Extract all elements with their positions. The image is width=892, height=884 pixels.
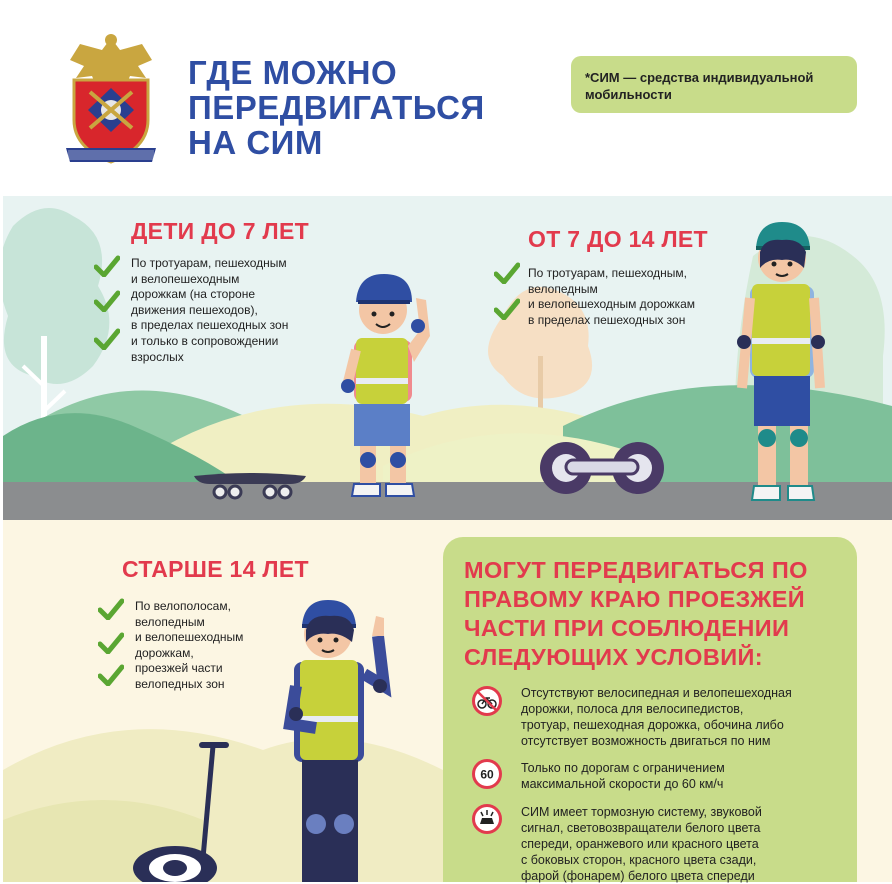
hoverboard-icon — [538, 440, 666, 496]
speed-limit-value: 60 — [480, 767, 494, 782]
checkmark-3-under-7 — [94, 328, 120, 355]
title-line-1: ГДЕ МОЖНО — [188, 54, 398, 91]
checkmark-1-7-to-14 — [494, 262, 520, 289]
condition-line: фарой (фонарем) белого цвета спереди — [521, 869, 755, 883]
no-bicycle-sign-icon — [472, 686, 502, 716]
rule-line: По тротуарам, пешеходным, — [528, 266, 687, 280]
rule-line: велопедным — [528, 281, 598, 296]
heading-over-14: СТАРШЕ 14 ЛЕТ — [122, 556, 309, 582]
gyroscooter-icon — [125, 738, 235, 882]
checkmark-2-over-14 — [98, 632, 124, 659]
check-icon — [494, 298, 520, 320]
rule-line: в пределах пешеходных зон — [528, 312, 686, 327]
rule-line: По тротуарам, пешеходным — [131, 256, 287, 270]
check-icon — [98, 632, 124, 654]
child-under-7-illustration — [336, 270, 436, 506]
conditions-heading-line: МОГУТ ПЕРЕДВИГАТЬСЯ ПО — [464, 557, 808, 583]
rule-line: дорожкам, — [135, 645, 194, 660]
check-icon — [98, 664, 124, 686]
condition-line: сигнал, световозвращатели белого цвета — [521, 821, 761, 835]
child-7-to-14-illustration — [730, 218, 830, 508]
conditions-heading-line: ЧАСТИ ПРИ СОБЛЮДЕНИИ — [464, 615, 790, 641]
teen-over-14-illustration — [280, 596, 400, 882]
police-emblem-icon — [62, 30, 160, 170]
conditions-heading — [464, 556, 808, 672]
condition-text-2 — [521, 760, 841, 792]
rule-line: велопедным — [135, 614, 205, 629]
note-text: *СИМ — средства индивидуальной мобильности — [585, 70, 814, 102]
rule-line: движения пешеходов), — [131, 302, 258, 317]
rule-line: дорожкам (на стороне — [131, 287, 256, 302]
condition-line: тротуар, пешеходная дорожка, обочина либо — [521, 718, 784, 732]
condition-line: с боковых сторон, красного цвета сзади, — [521, 853, 757, 867]
title-line-2: ПЕРЕДВИГАТЬСЯ — [188, 89, 485, 126]
check-icon — [94, 290, 120, 312]
condition-line: спереди, оранжевого или красного цвета — [521, 837, 759, 851]
rules-7-to-14 — [528, 266, 718, 328]
heading-under-7: ДЕТИ ДО 7 ЛЕТ — [131, 218, 309, 244]
check-icon — [94, 255, 120, 277]
rule-line: и велопешеходным — [135, 630, 244, 645]
conditions-heading-line: ПРАВОМУ КРАЮ ПРОЕЗЖЕЙ — [464, 586, 806, 612]
checkmark-2-under-7 — [94, 290, 120, 317]
heading-7-to-14: ОТ 7 ДО 14 ЛЕТ — [528, 226, 708, 252]
condition-line: Отсутствуют велосипедная и велопешеходная — [521, 686, 792, 700]
checkmark-1-over-14 — [98, 598, 124, 625]
check-icon — [94, 328, 120, 350]
condition-text-3 — [521, 804, 841, 884]
rules-under-7 — [131, 256, 311, 365]
rule-line: взрослых — [131, 349, 184, 364]
rule-line: и только в сопровождении — [131, 333, 279, 348]
rule-line: По велополосам, — [135, 599, 231, 613]
checkmark-2-7-to-14 — [494, 298, 520, 325]
condition-line: отсутствует возможность двигаться по ним — [521, 734, 771, 748]
rules-over-14 — [135, 599, 285, 693]
rule-line: проезжей части — [135, 661, 223, 676]
condition-line: дорожки, полоса для велосипедистов, — [521, 702, 744, 716]
skateboard-icon — [190, 468, 310, 500]
speed-limit-sign-icon — [472, 759, 502, 789]
title-line-3: НА СИМ — [188, 124, 323, 161]
condition-line: максимальной скорости до 60 км/ч — [521, 777, 724, 791]
condition-text-1 — [521, 685, 841, 749]
condition-line: Только по дорогам с ограничением — [521, 761, 725, 775]
conditions-heading-line: СЛЕДУЮЩИХ УСЛОВИЙ: — [464, 644, 764, 670]
condition-line: СИМ имеет тормозную систему, звуковой — [521, 805, 762, 819]
checkmarks-under-7 — [94, 255, 120, 282]
rule-line: в пределах пешеходных зон — [131, 318, 289, 333]
checkmark-3-over-14 — [98, 664, 124, 691]
rule-line: и велопешеходным — [131, 271, 240, 286]
page-title — [188, 55, 485, 160]
rule-line: велопедных зон — [135, 676, 225, 691]
check-icon — [98, 598, 124, 620]
headlight-sign-icon — [472, 804, 502, 834]
check-icon — [494, 262, 520, 284]
rule-line: и велопешеходным дорожкам — [528, 297, 696, 312]
